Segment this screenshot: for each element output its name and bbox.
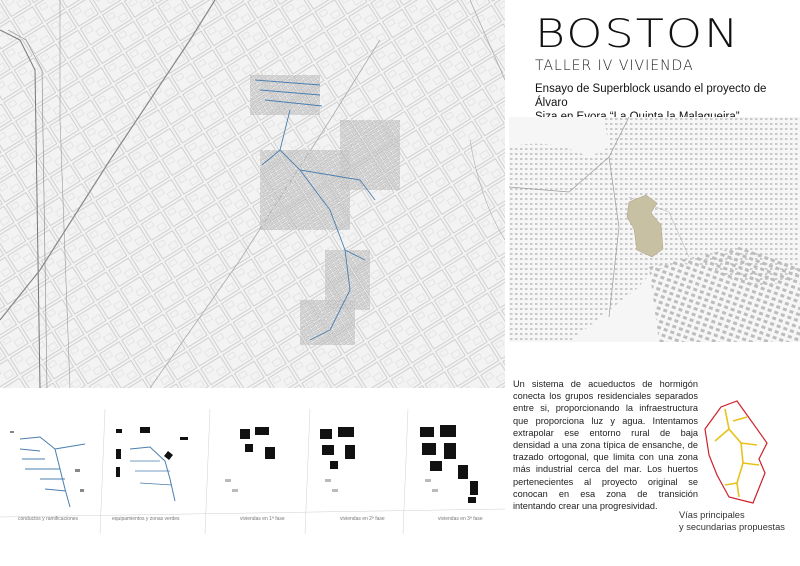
route-caption xyxy=(679,509,800,533)
panel-label-3: viviendas en 1ª fase xyxy=(240,516,285,522)
body-text: Un sistema de acueductos de hormigón conecta los grupos residenciales separados entre si, proporcionando la infraestructura que proporciona luz y agua. Intentamos extrapolar ese entorno rural de baja densidad a una zona típica de ensanche, de trazado ortogonal, que limita con una zona más industrial cerca del mar. Los huertos pertenecientes al proyecto original se conocan en esa zona de transición intentando crear una progresividad. xyxy=(513,379,698,512)
panel-2-equipment xyxy=(116,427,188,501)
panel-4-phase2 xyxy=(320,427,355,469)
phase-diagram-strip xyxy=(0,409,505,534)
panel-3-phase1 xyxy=(240,427,275,459)
title-block xyxy=(535,10,795,124)
panel-1-context xyxy=(10,431,84,492)
description-line-1: Ensayo de Superblock usando el proyecto de Álvaro xyxy=(535,83,767,109)
route-caption-line-1: Vías principales xyxy=(679,510,745,520)
page-subtitle: TALLER IV VIVIENDA xyxy=(535,58,694,74)
panel-5-phase3 xyxy=(420,425,478,503)
route-caption-line-2: y secundarias propuestas xyxy=(679,522,785,532)
panel-label-2: equipamientos y zonas verdes xyxy=(112,516,180,522)
page-title: BOSTON xyxy=(535,10,741,57)
context-map-drawing xyxy=(509,117,800,342)
panel-label-4: viviendas en 2ª fase xyxy=(340,516,385,522)
site-plan-drawing xyxy=(0,0,505,388)
site-plan-map xyxy=(0,0,505,388)
route-diagram xyxy=(703,399,775,505)
panel-label-5: viviendas en 3ª fase xyxy=(438,516,483,522)
context-map xyxy=(509,117,800,342)
route-diagram-drawing xyxy=(703,399,775,505)
panel-label-1: conductos y ramificaciones xyxy=(18,516,79,522)
